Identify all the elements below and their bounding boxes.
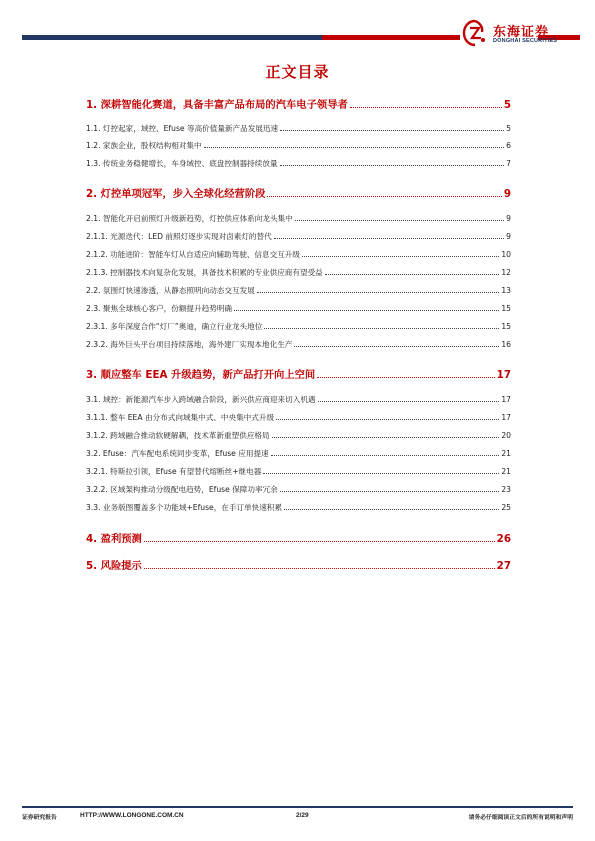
toc-subsection[interactable] [86, 484, 511, 495]
toc-subsection[interactable] [86, 448, 511, 459]
toc-entry-title: 2.1. 智能化开启前照灯升级新趋势，灯控供应体系向龙头集中 [86, 214, 293, 223]
header-band-navy [22, 35, 322, 40]
toc-entry-title: 2.3.1. 多年深度合作“灯厂”奥迪，确立行业龙头地位 [86, 322, 263, 331]
toc-dot-leader [272, 436, 500, 438]
toc-dot-leader [271, 454, 500, 456]
header-band-red [322, 35, 460, 40]
toc-page-number: 7 [506, 159, 511, 168]
toc-page-number: 26 [496, 533, 511, 545]
toc-entry-title: 3.1. 域控：新能源汽车步入跨域融合阶段，新兴供应商迎来切入机遇 [86, 395, 316, 404]
toc-dot-leader [302, 255, 499, 257]
toc-entry-title: 2.3. 聚焦全球核心客户，份额提升趋势明确 [86, 304, 232, 313]
toc-dot-leader [264, 327, 499, 329]
toc-page-number: 27 [496, 560, 511, 572]
toc-subsection[interactable] [86, 412, 511, 423]
toc-page-number: 16 [501, 340, 511, 349]
toc-dot-leader [274, 237, 504, 239]
toc-entry-title: 4. 盈利预测 [86, 533, 142, 545]
toc-subsection[interactable] [86, 213, 511, 224]
toc-entry-title: 3.2.1. 特斯拉引领，Efuse 有望替代熔断丝+继电器 [86, 467, 262, 476]
toc-dot-leader [350, 106, 502, 108]
toc-dot-leader [295, 219, 504, 221]
toc-page-number: 17 [501, 395, 511, 404]
toc-page-number: 9 [506, 214, 511, 223]
toc-title: 正文目录 [265, 63, 330, 81]
toc-entry-title: 3.1.2. 跨域融合推动软硬解耦，技术革新重塑供应格局 [86, 431, 270, 440]
toc-dot-leader [267, 195, 501, 197]
logo-name: 东海证券 [493, 25, 550, 40]
toc-page-number: 9 [506, 232, 511, 241]
toc-page-number: 17 [501, 413, 511, 422]
toc-dot-leader [234, 309, 499, 311]
toc-subsection[interactable] [86, 285, 511, 296]
toc-entry-title: 3.2.2. 区域架构推动分级配电趋势，Efuse 保障功率冗余 [86, 485, 278, 494]
toc-page-number: 13 [501, 286, 511, 295]
toc-dot-leader [294, 345, 499, 347]
toc-entry-title: 3.3. 业务版图覆盖多个功能域+Efuse，在手订单快速积累 [86, 503, 283, 512]
toc-page-number: 21 [501, 467, 511, 476]
toc-page-number: 20 [501, 431, 511, 440]
toc-entry-title: 2. 灯控单项冠军，步入全球化经营阶段 [86, 188, 266, 200]
toc-dot-leader [318, 400, 500, 402]
toc-section[interactable] [86, 366, 511, 381]
toc-subsection[interactable] [86, 267, 511, 278]
toc-subsection[interactable] [86, 430, 511, 441]
toc-dot-leader [144, 540, 495, 542]
toc-subsection[interactable] [86, 123, 511, 134]
footer-divider [22, 806, 573, 808]
toc-section[interactable] [86, 96, 511, 111]
toc-subsection[interactable] [86, 321, 511, 332]
toc-dot-leader [317, 376, 494, 378]
toc-subsection[interactable] [86, 303, 511, 314]
logo-subtitle: DONGHAI SECURITIES [493, 38, 558, 44]
toc-dot-leader [276, 418, 499, 420]
toc-dot-leader [257, 291, 500, 293]
toc-entry-title: 2.1.3. 控制器技术向复杂化发展，具备技术积累的专业供应商有望受益 [86, 268, 323, 277]
toc-section[interactable] [86, 185, 511, 200]
toc-subsection[interactable] [86, 466, 511, 477]
toc-page-number: 15 [501, 304, 511, 313]
logo-mark-icon [460, 18, 490, 48]
page-footer [22, 812, 573, 824]
toc-subsection[interactable] [86, 339, 511, 350]
toc-dot-leader [280, 129, 504, 131]
toc-subsection[interactable] [86, 158, 511, 169]
toc-dot-leader [263, 472, 499, 474]
toc-entry-title: 2.1.1. 光源迭代：LED 前照灯逐步实现对卤素灯的替代 [86, 232, 272, 241]
toc-entry-title: 3.2. Efuse：汽车配电系统同步变革，Efuse 应用提速 [86, 449, 269, 458]
toc-entry-title: 1. 深耕智能化赛道，具备丰富产品布局的汽车电子领导者 [86, 99, 348, 111]
toc-entry-title: 1.1. 灯控起家，域控、Efuse 等高价值量新产品发展迅速 [86, 124, 279, 133]
toc-dot-leader [144, 567, 495, 569]
toc-entry-title: 2.1.2. 功能进阶：智能车灯从自适应向辅助驾驶、信息交互升级 [86, 250, 300, 259]
toc-entry-title: 1.2. 家族企业，股权结构相对集中 [86, 141, 202, 150]
toc-page-number: 5 [503, 99, 511, 111]
toc-page-number: 9 [503, 188, 511, 200]
toc-page-number: 6 [506, 141, 511, 150]
footer-report-type: 证券研究报告 [22, 815, 57, 821]
toc-page-number: 25 [501, 503, 511, 512]
toc-entry-title: 3.1.1. 整车 EEA 由分布式向域集中式、中央集中式升级 [86, 413, 275, 422]
toc-dot-leader [284, 508, 499, 510]
header-band [22, 35, 460, 40]
footer-page-number: 2/29 [296, 812, 309, 819]
toc-dot-leader [280, 490, 500, 492]
toc-subsection[interactable] [86, 394, 511, 405]
toc-dot-leader [280, 164, 505, 166]
toc-entry-title: 5. 风险提示 [86, 560, 142, 572]
toc-section[interactable] [86, 557, 511, 572]
toc-entry-title: 1.3. 传统业务稳健增长，车身域控、底盘控制器持续放量 [86, 159, 278, 168]
toc-page-number: 23 [501, 485, 511, 494]
toc-subsection[interactable] [86, 502, 511, 513]
toc-subsection[interactable] [86, 140, 511, 151]
toc-section[interactable] [86, 530, 511, 545]
toc-page-number: 15 [501, 322, 511, 331]
toc-entry-title: 2.3.2. 海外巨头平台项目持续落地，海外建厂实现本地化生产 [86, 340, 293, 349]
toc-subsection[interactable] [86, 231, 511, 242]
toc-page-number: 12 [501, 268, 511, 277]
toc-subsection[interactable] [86, 249, 511, 260]
toc-entry-title: 2.2. 氛围灯快速渗透，从静态照明向动态交互发展 [86, 286, 255, 295]
toc-entry-title: 3. 顺应整车 EEA 升级趋势，新产品打开向上空间 [86, 369, 316, 381]
toc-dot-leader [204, 146, 505, 148]
toc-page-number: 10 [501, 250, 511, 259]
toc-page-number: 21 [501, 449, 511, 458]
toc-page-number: 17 [496, 369, 511, 381]
footer-disclaimer: 请务必仔细阅读正文后的所有说明和声明 [468, 815, 573, 821]
toc-dot-leader [325, 273, 500, 275]
toc-page-number: 5 [506, 124, 511, 133]
company-logo [460, 18, 580, 48]
footer-url[interactable]: HTTP://WWW.LONGONE.COM.CN [80, 812, 184, 819]
